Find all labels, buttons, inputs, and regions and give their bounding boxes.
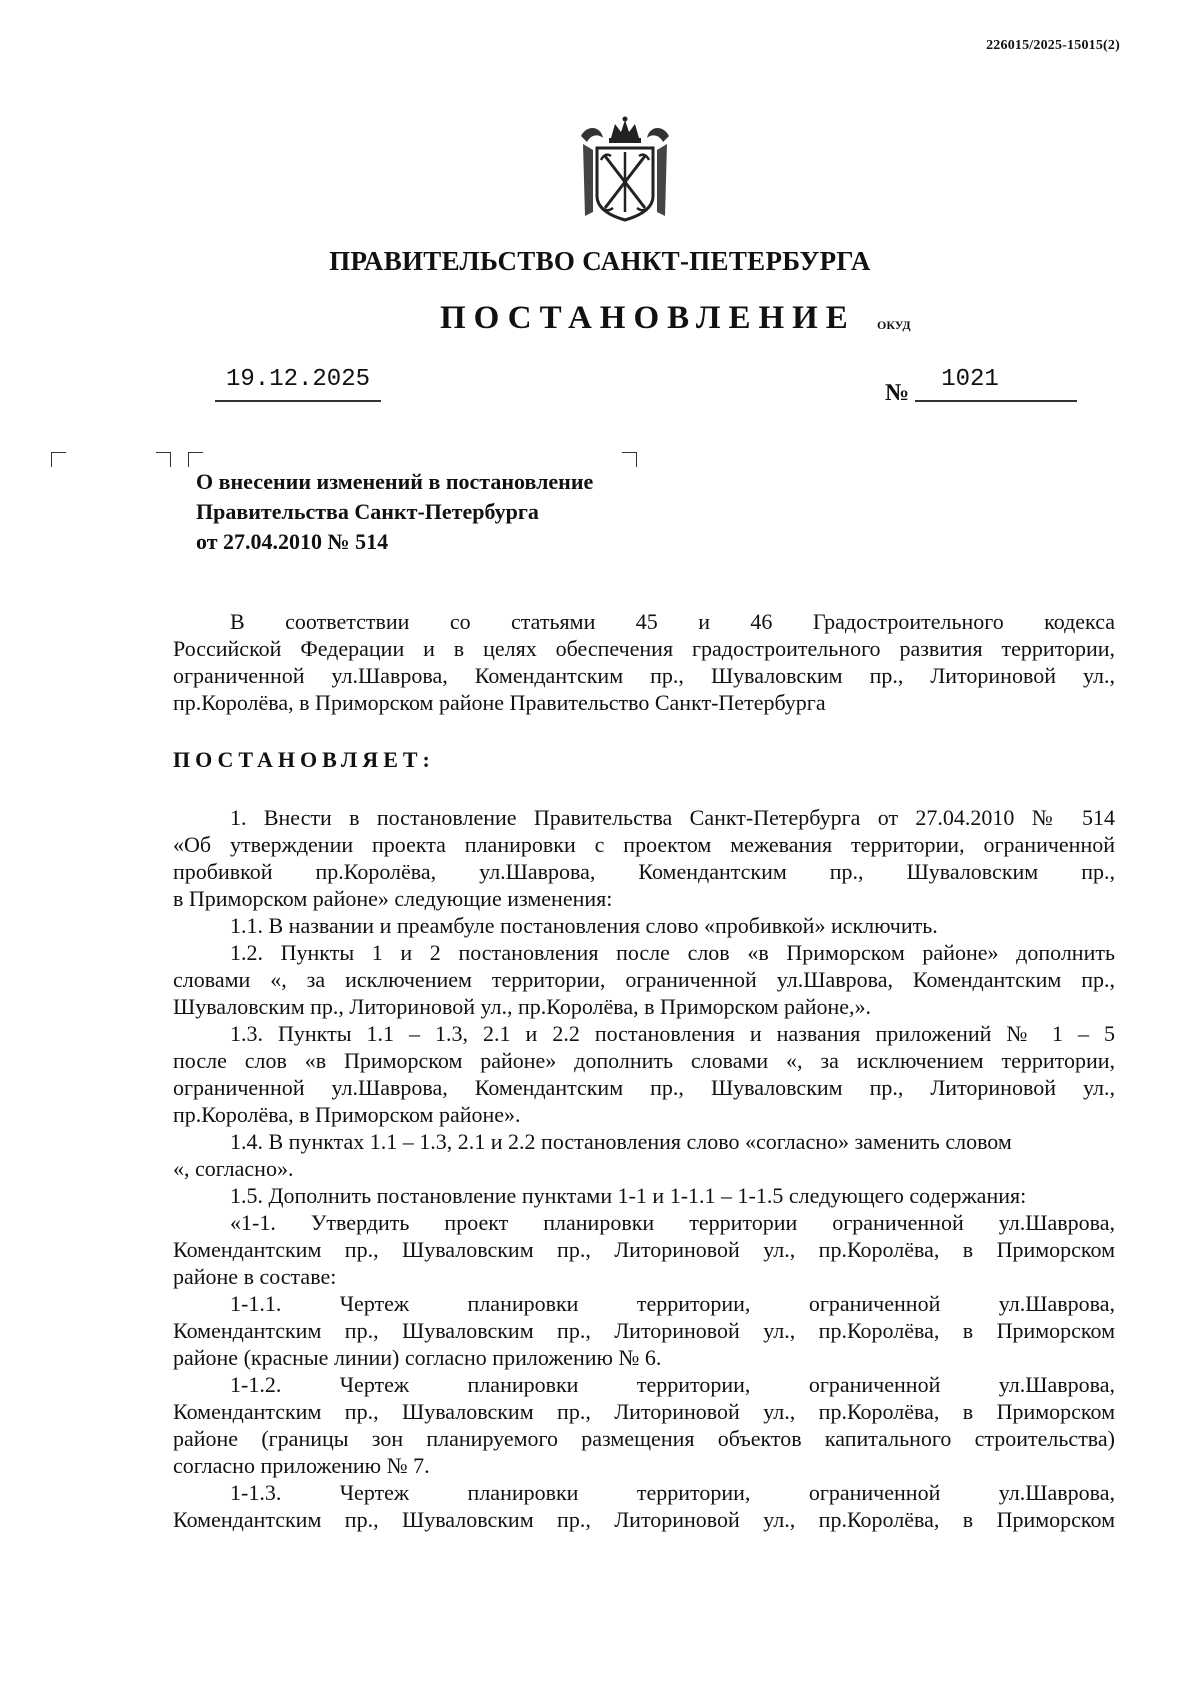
- body-line: Комендантским пр., Шуваловским пр., Литориновой ул., пр.Королёва, в Приморском: [173, 1507, 1115, 1532]
- body-line: согласно приложению № 7.: [173, 1453, 430, 1478]
- body-line: районе в составе:: [173, 1264, 337, 1289]
- body-line: 1.4. В пунктах 1.1 – 1.3, 2.1 и 2.2 постановления слово «согласно» заменить словом: [230, 1129, 1012, 1154]
- body-line: пробивкой пр.Королёва, ул.Шаврова, Комендантским пр., Шуваловским пр.,: [173, 859, 1115, 884]
- title-line: от 27.04.2010 № 514: [196, 529, 389, 554]
- body-line: после слов «в Приморском районе» дополнить словами «, за исключением территории,: [173, 1048, 1115, 1073]
- body-line: в Приморском районе» следующие изменения:: [173, 886, 613, 911]
- title-bracket-left-top: [156, 452, 171, 467]
- body-line: Комендантским пр., Шуваловским пр., Литориновой ул., пр.Королёва, в Приморском: [173, 1237, 1115, 1262]
- body-line: 1. Внести в постановление Правительства Санкт-Петербурга от 27.04.2010 № 514: [230, 805, 1115, 830]
- document-id: 226015/2025-15015(2): [986, 38, 1120, 53]
- body-line: Шуваловским пр., Литориновой ул., пр.Королёва, в Приморском районе,».: [173, 994, 872, 1019]
- title-bracket-left: [188, 452, 203, 467]
- body-line: 1.2. Пункты 1 и 2 постановления после слов «в Приморском районе» дополнить: [230, 940, 1115, 965]
- body-line: районе (границы зон планируемого размещения объектов капитального строительства): [173, 1426, 1115, 1451]
- body-line: 1-1.1. Чертеж планировки территории, ограниченной ул.Шаврова,: [230, 1291, 1115, 1316]
- body-line: 1.5. Дополнить постановление пунктами 1-1 и 1-1.1 – 1-1.5 следующего содержания:: [230, 1183, 1027, 1208]
- preamble-line: ограниченной ул.Шаврова, Комендантским пр., Шуваловским пр., Литориновой ул.,: [173, 663, 1115, 688]
- coat-of-arms-icon: [573, 116, 677, 224]
- body-line: «1-1. Утвердить проект планировки территории ограниченной ул.Шаврова,: [230, 1210, 1115, 1235]
- title-line: О внесении изменений в постановление: [196, 469, 594, 494]
- body-line: 1-1.2. Чертеж планировки территории, ограниченной ул.Шаврова,: [230, 1372, 1115, 1397]
- title-line: Правительства Санкт-Петербурга: [196, 499, 539, 524]
- body-line: пр.Королёва, в Приморском районе».: [173, 1102, 521, 1127]
- body-line: Комендантским пр., Шуваловским пр., Литориновой ул., пр.Королёва, в Приморском: [173, 1399, 1115, 1424]
- resolves-heading: ПОСТАНОВЛЯЕТ:: [173, 747, 435, 772]
- body-line: «, согласно».: [173, 1156, 294, 1181]
- preamble-line: пр.Королёва, в Приморском районе Правительство Санкт-Петербурга: [173, 690, 826, 715]
- document-title: [196, 467, 593, 557]
- okud-label: ОКУД: [877, 318, 911, 332]
- date-underline: [215, 400, 381, 402]
- document-type: ПОСТАНОВЛЕНИЕ: [440, 300, 856, 336]
- organization-name: ПРАВИТЕЛЬСТВО САНКТ-ПЕТЕРБУРГА: [329, 246, 871, 276]
- body-line: районе (красные линии) согласно приложению № 6.: [173, 1345, 662, 1370]
- margin-corner-mark: [51, 452, 66, 467]
- body-line: 1-1.3. Чертеж планировки территории, ограниченной ул.Шаврова,: [230, 1480, 1115, 1505]
- document-date: 19.12.2025: [225, 366, 371, 393]
- number-sign: №: [885, 380, 910, 406]
- preamble-line: В соответствии со статьями 45 и 46 Градостроительного кодекса: [230, 609, 1115, 634]
- number-underline: [915, 400, 1077, 402]
- body-line: 1.1. В названии и преамбуле постановления слово «пробивкой» исключить.: [230, 913, 938, 938]
- body-line: ограниченной ул.Шаврова, Комендантским пр., Шуваловским пр., Литориновой ул.,: [173, 1075, 1115, 1100]
- body-line: словами «, за исключением территории, ограниченной ул.Шаврова, Комендантским пр.,: [173, 967, 1115, 992]
- document-number: 1021: [941, 366, 999, 393]
- preamble-line: Российской Федерации и в целях обеспечения градостроительного развития территории,: [173, 636, 1115, 661]
- body-line: «Об утверждении проекта планировки с проектом межевания территории, ограниченной: [173, 832, 1115, 857]
- body-line: 1.3. Пункты 1.1 – 1.3, 2.1 и 2.2 постановления и названия приложений № 1 – 5: [230, 1021, 1115, 1046]
- title-bracket-right: [622, 452, 637, 467]
- body-line: Комендантским пр., Шуваловским пр., Литориновой ул., пр.Королёва, в Приморском: [173, 1318, 1115, 1343]
